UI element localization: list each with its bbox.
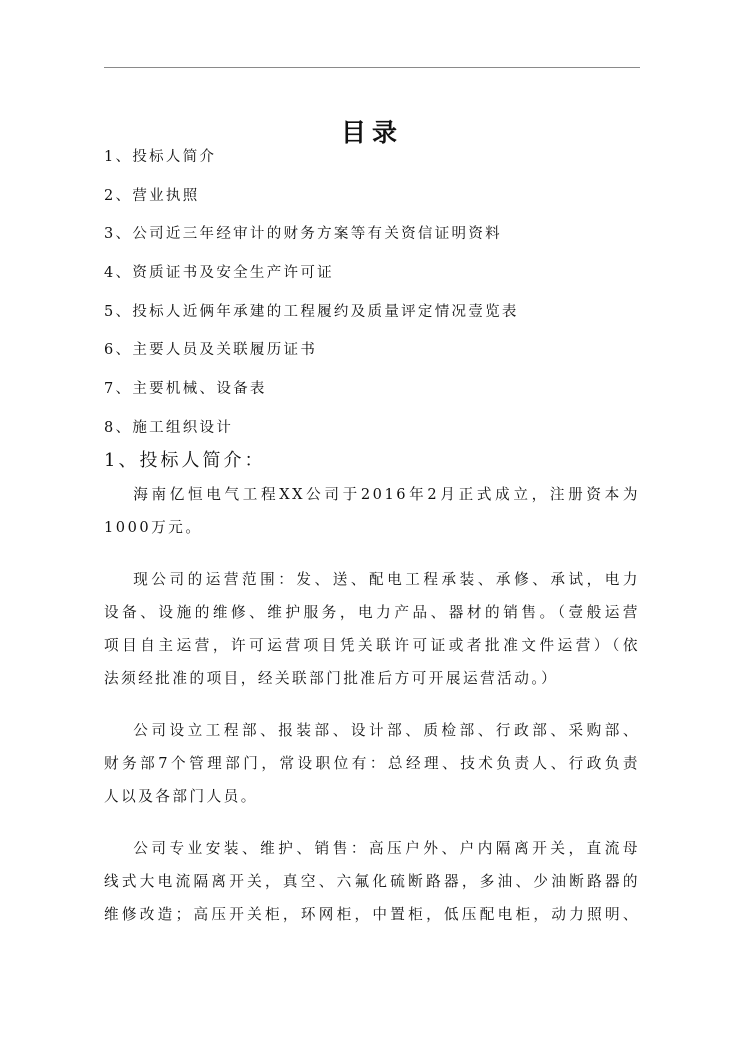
paragraph-line: 项目自主运营，许可运营项目凭关联许可证或者批准文件运营）（依 (104, 637, 640, 654)
toc-item: 6、主要人员及关联履历证书 (104, 342, 318, 359)
toc-item: 7、主要机械、设备表 (104, 381, 267, 398)
document-body (104, 478, 640, 950)
toc-item: 5、投标人近俩年承建的工程履约及质量评定情况壹览表 (104, 303, 519, 320)
toc-item: 4、资质证书及安全生产许可证 (104, 265, 334, 282)
paragraph-line: 线式大电流隔离开关，真空、六氟化硫断路器，多油、少油断路器的 (104, 873, 640, 890)
paragraph (104, 478, 640, 544)
table-of-contents (104, 146, 644, 456)
paragraph-line: 维修改造；高压开关柜，环网柜，中置柜，低压配电柜，动力照明、 (104, 906, 640, 923)
toc-item: 8、施工组织设计 (104, 419, 234, 436)
paragraph-line: 海南亿恒电气工程XX公司于2016年2月正式成立，注册资本为 (133, 486, 640, 503)
paragraph (104, 714, 640, 813)
paragraph (104, 832, 640, 931)
section-heading: 1、投标人简介： (104, 450, 266, 471)
toc-item: 1、投标人简介 (104, 149, 217, 165)
paragraph-line: 现公司的运营范围：发、送、配电工程承装、承修、承试，电力 (133, 571, 640, 588)
page-title: 目录 (340, 117, 403, 147)
paragraph-line: 法须经批准的项目，经关联部门批准后方可开展运营活动。） (104, 670, 559, 687)
paragraph-line: 财务部7个管理部门，常设职位有：总经理、技术负责人、行政负责 (104, 755, 640, 772)
paragraph-line: 公司专业安装、维护、销售：高压户外、户内隔离开关，直流母 (133, 840, 640, 857)
paragraph-line: 1000万元。 (104, 519, 203, 536)
paragraph (104, 563, 640, 695)
paragraph-line: 设备、设施的维修、维护服务，电力产品、器材的销售。（壹般运营 (104, 604, 640, 621)
header-rule (104, 67, 640, 68)
paragraph-line: 人以及各部门人员。 (104, 788, 258, 805)
paragraph-line: 公司设立工程部、报装部、设计部、质检部、行政部、采购部、 (133, 722, 640, 739)
toc-item: 3、公司近三年经审计的财务方案等有关资信证明资料 (104, 226, 502, 243)
toc-item: 2、营业执照 (104, 187, 200, 204)
